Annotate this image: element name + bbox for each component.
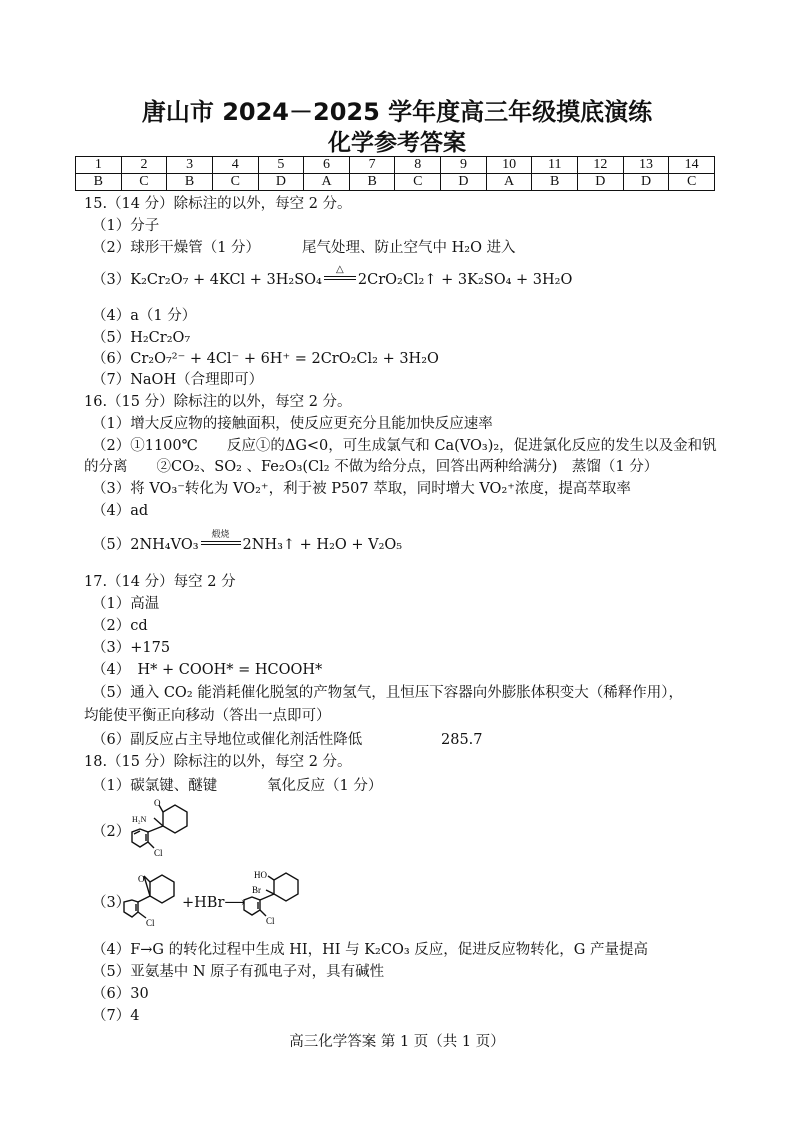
q16-equation-right: 2NH₃↑ + H₂O + V₂O₅ bbox=[242, 537, 403, 553]
answer-cell: D bbox=[441, 174, 487, 191]
question-number: 9 bbox=[441, 157, 487, 174]
q15-heading: 15.（14 分）除标注的以外，每空 2 分。 bbox=[84, 196, 352, 212]
q17-heading: 17.（14 分）每空 2 分 bbox=[84, 574, 236, 590]
page-footer: 高三化学答案 第 1 页（共 1 页） bbox=[289, 1034, 505, 1050]
question-number: 12 bbox=[578, 157, 624, 174]
q16-answer-2-line1: （2）①1100℃ 反应①的ΔG<0，可生成氯气和 Ca(VO₃)₂，促进氯化反应的发生以及金和钒 bbox=[92, 438, 717, 454]
question-number: 11 bbox=[532, 157, 578, 174]
heat-symbol: △ bbox=[336, 264, 344, 275]
q18-answer-7: （7）4 bbox=[92, 1008, 140, 1024]
answer-table-answer-row bbox=[76, 174, 715, 191]
answer-cell: C bbox=[395, 174, 441, 191]
question-number: 14 bbox=[669, 157, 715, 174]
atom-ho-label: HO bbox=[254, 870, 267, 880]
atom-br-label: Br bbox=[252, 885, 261, 895]
q17-answer-2: （2）cd bbox=[92, 618, 148, 634]
q16-answer-2-line2: 的分离 ②CO₂、SO₂ 、Fe₂O₃(Cl₂ 不做为给分点，回答出两种给满分) 蒸馏（1 分） bbox=[84, 459, 659, 475]
atom-o-label: O bbox=[154, 798, 161, 808]
q16-answer-5 bbox=[92, 530, 403, 555]
question-number: 13 bbox=[623, 157, 669, 174]
q17-answer-5-line2: 均能使平衡正向移动（答出一点即可） bbox=[84, 708, 331, 724]
q17-answer-5-line1: （5）通入 CO₂ 能消耗催化脱氢的产物氢气，且恒压下容器向外膨胀体积变大（稀释作用）， bbox=[92, 685, 683, 701]
q15-equation-left: K₂Cr₂O₇ + 4KCl + 3H₂SO₄ bbox=[130, 272, 322, 288]
q16-equation-left: 2NH₄VO₃ bbox=[130, 537, 199, 553]
structure-ketone-amine bbox=[118, 798, 198, 862]
atom-nh2-label: H₂N bbox=[132, 815, 147, 824]
question-number: 1 bbox=[76, 157, 122, 174]
answer-cell: D bbox=[623, 174, 669, 191]
calcination-label: 煅烧 bbox=[211, 530, 230, 540]
q17-answer-6a: （6）副反应占主导地位或催化剂活性降低 bbox=[92, 732, 363, 748]
q15-answer-6: （6）Cr₂O₇²⁻ + 4Cl⁻ + 6H⁺ = 2CrO₂Cl₂ + 3H₂O bbox=[92, 351, 439, 367]
atom-cl-label: Cl bbox=[146, 918, 155, 928]
hbr-reagent-arrow: +HBr⟶ bbox=[182, 895, 246, 911]
q17-answer-6b: 285.7 bbox=[441, 732, 483, 748]
reaction-condition-arrow bbox=[199, 530, 243, 555]
answer-cell: B bbox=[167, 174, 213, 191]
q15-answer-7: （7）NaOH（合理即可） bbox=[92, 372, 264, 388]
question-number: 6 bbox=[304, 157, 350, 174]
answer-cell: B bbox=[349, 174, 395, 191]
answer-cell: D bbox=[258, 174, 304, 191]
answer-cell: C bbox=[121, 174, 167, 191]
q18-answer-6: （6）30 bbox=[92, 986, 149, 1002]
question-number: 5 bbox=[258, 157, 304, 174]
page-title: 唐山市 2024－2025 学年度高三年级摸底演练 bbox=[141, 98, 653, 126]
q15-equation-right: 2CrO₂Cl₂↑ + 3K₂SO₄ + 3H₂O bbox=[357, 272, 573, 288]
question-number: 2 bbox=[121, 157, 167, 174]
q15-answer-2a: （2）球形干燥管（1 分） bbox=[92, 240, 261, 256]
answer-cell: A bbox=[304, 174, 350, 191]
question-number: 4 bbox=[212, 157, 258, 174]
q16-answer-5-label: （5） bbox=[92, 537, 131, 553]
answer-cell: A bbox=[486, 174, 532, 191]
q16-answer-3: （3）将 VO₃⁻转化为 VO₂⁺，利于被 P507 萃取，同时增大 VO₂⁺浓度，提高萃取率 bbox=[92, 481, 631, 497]
structure-epoxide bbox=[118, 866, 190, 930]
structure-bromohydrin bbox=[230, 866, 310, 930]
q16-answer-4: （4）ad bbox=[92, 503, 149, 519]
question-number: 7 bbox=[349, 157, 395, 174]
q15-answer-5: （5）H₂Cr₂O₇ bbox=[92, 330, 191, 346]
answer-table bbox=[75, 156, 715, 191]
answer-cell: B bbox=[76, 174, 122, 191]
answer-cell: C bbox=[212, 174, 258, 191]
question-number: 8 bbox=[395, 157, 441, 174]
answer-cell: D bbox=[578, 174, 624, 191]
q15-answer-3 bbox=[92, 264, 573, 290]
q15-answer-2b: 尾气处理、防止空气中 H₂O 进入 bbox=[302, 240, 516, 256]
answer-cell: C bbox=[669, 174, 715, 191]
atom-o-label: O bbox=[138, 874, 145, 884]
q15-answer-1: （1）分子 bbox=[92, 218, 160, 234]
q17-answer-1: （1）高温 bbox=[92, 596, 160, 612]
q18-answer-1a: （1）碳氯键、醚键 bbox=[92, 778, 218, 794]
answer-cell: B bbox=[532, 174, 578, 191]
q16-answer-1: （1）增大反应物的接触面积，使反应更充分且能加快反应速率 bbox=[92, 416, 493, 432]
q15-answer-3-label: （3） bbox=[92, 272, 131, 288]
reaction-condition-arrow bbox=[322, 264, 358, 290]
question-number: 3 bbox=[167, 157, 213, 174]
q17-answer-3: （3）+175 bbox=[92, 640, 171, 656]
q18-answer-1b: 氧化反应（1 分） bbox=[267, 778, 383, 794]
q18-heading: 18.（15 分）除标注的以外，每空 2 分。 bbox=[84, 754, 352, 770]
q17-answer-4: （4） H* + COOH* = HCOOH* bbox=[92, 662, 323, 678]
q18-answer-5: （5）亚氨基中 N 原子有孤电子对，具有碱性 bbox=[92, 964, 385, 980]
q16-heading: 16.（15 分）除标注的以外，每空 2 分。 bbox=[84, 394, 352, 410]
page-subtitle: 化学参考答案 bbox=[328, 130, 466, 156]
q18-answer-3-label: （3） bbox=[92, 895, 131, 911]
answer-table-number-row bbox=[76, 157, 715, 174]
atom-cl-label: Cl bbox=[266, 916, 275, 926]
q18-answer-2-label: （2） bbox=[92, 824, 131, 840]
q18-answer-4: （4）F→G 的转化过程中生成 HI，HI 与 K₂CO₃ 反应，促进反应物转化，G 产量提高 bbox=[92, 942, 648, 958]
atom-cl-label: Cl bbox=[154, 848, 163, 858]
q15-answer-4: （4）a（1 分） bbox=[92, 308, 197, 324]
question-number: 10 bbox=[486, 157, 532, 174]
